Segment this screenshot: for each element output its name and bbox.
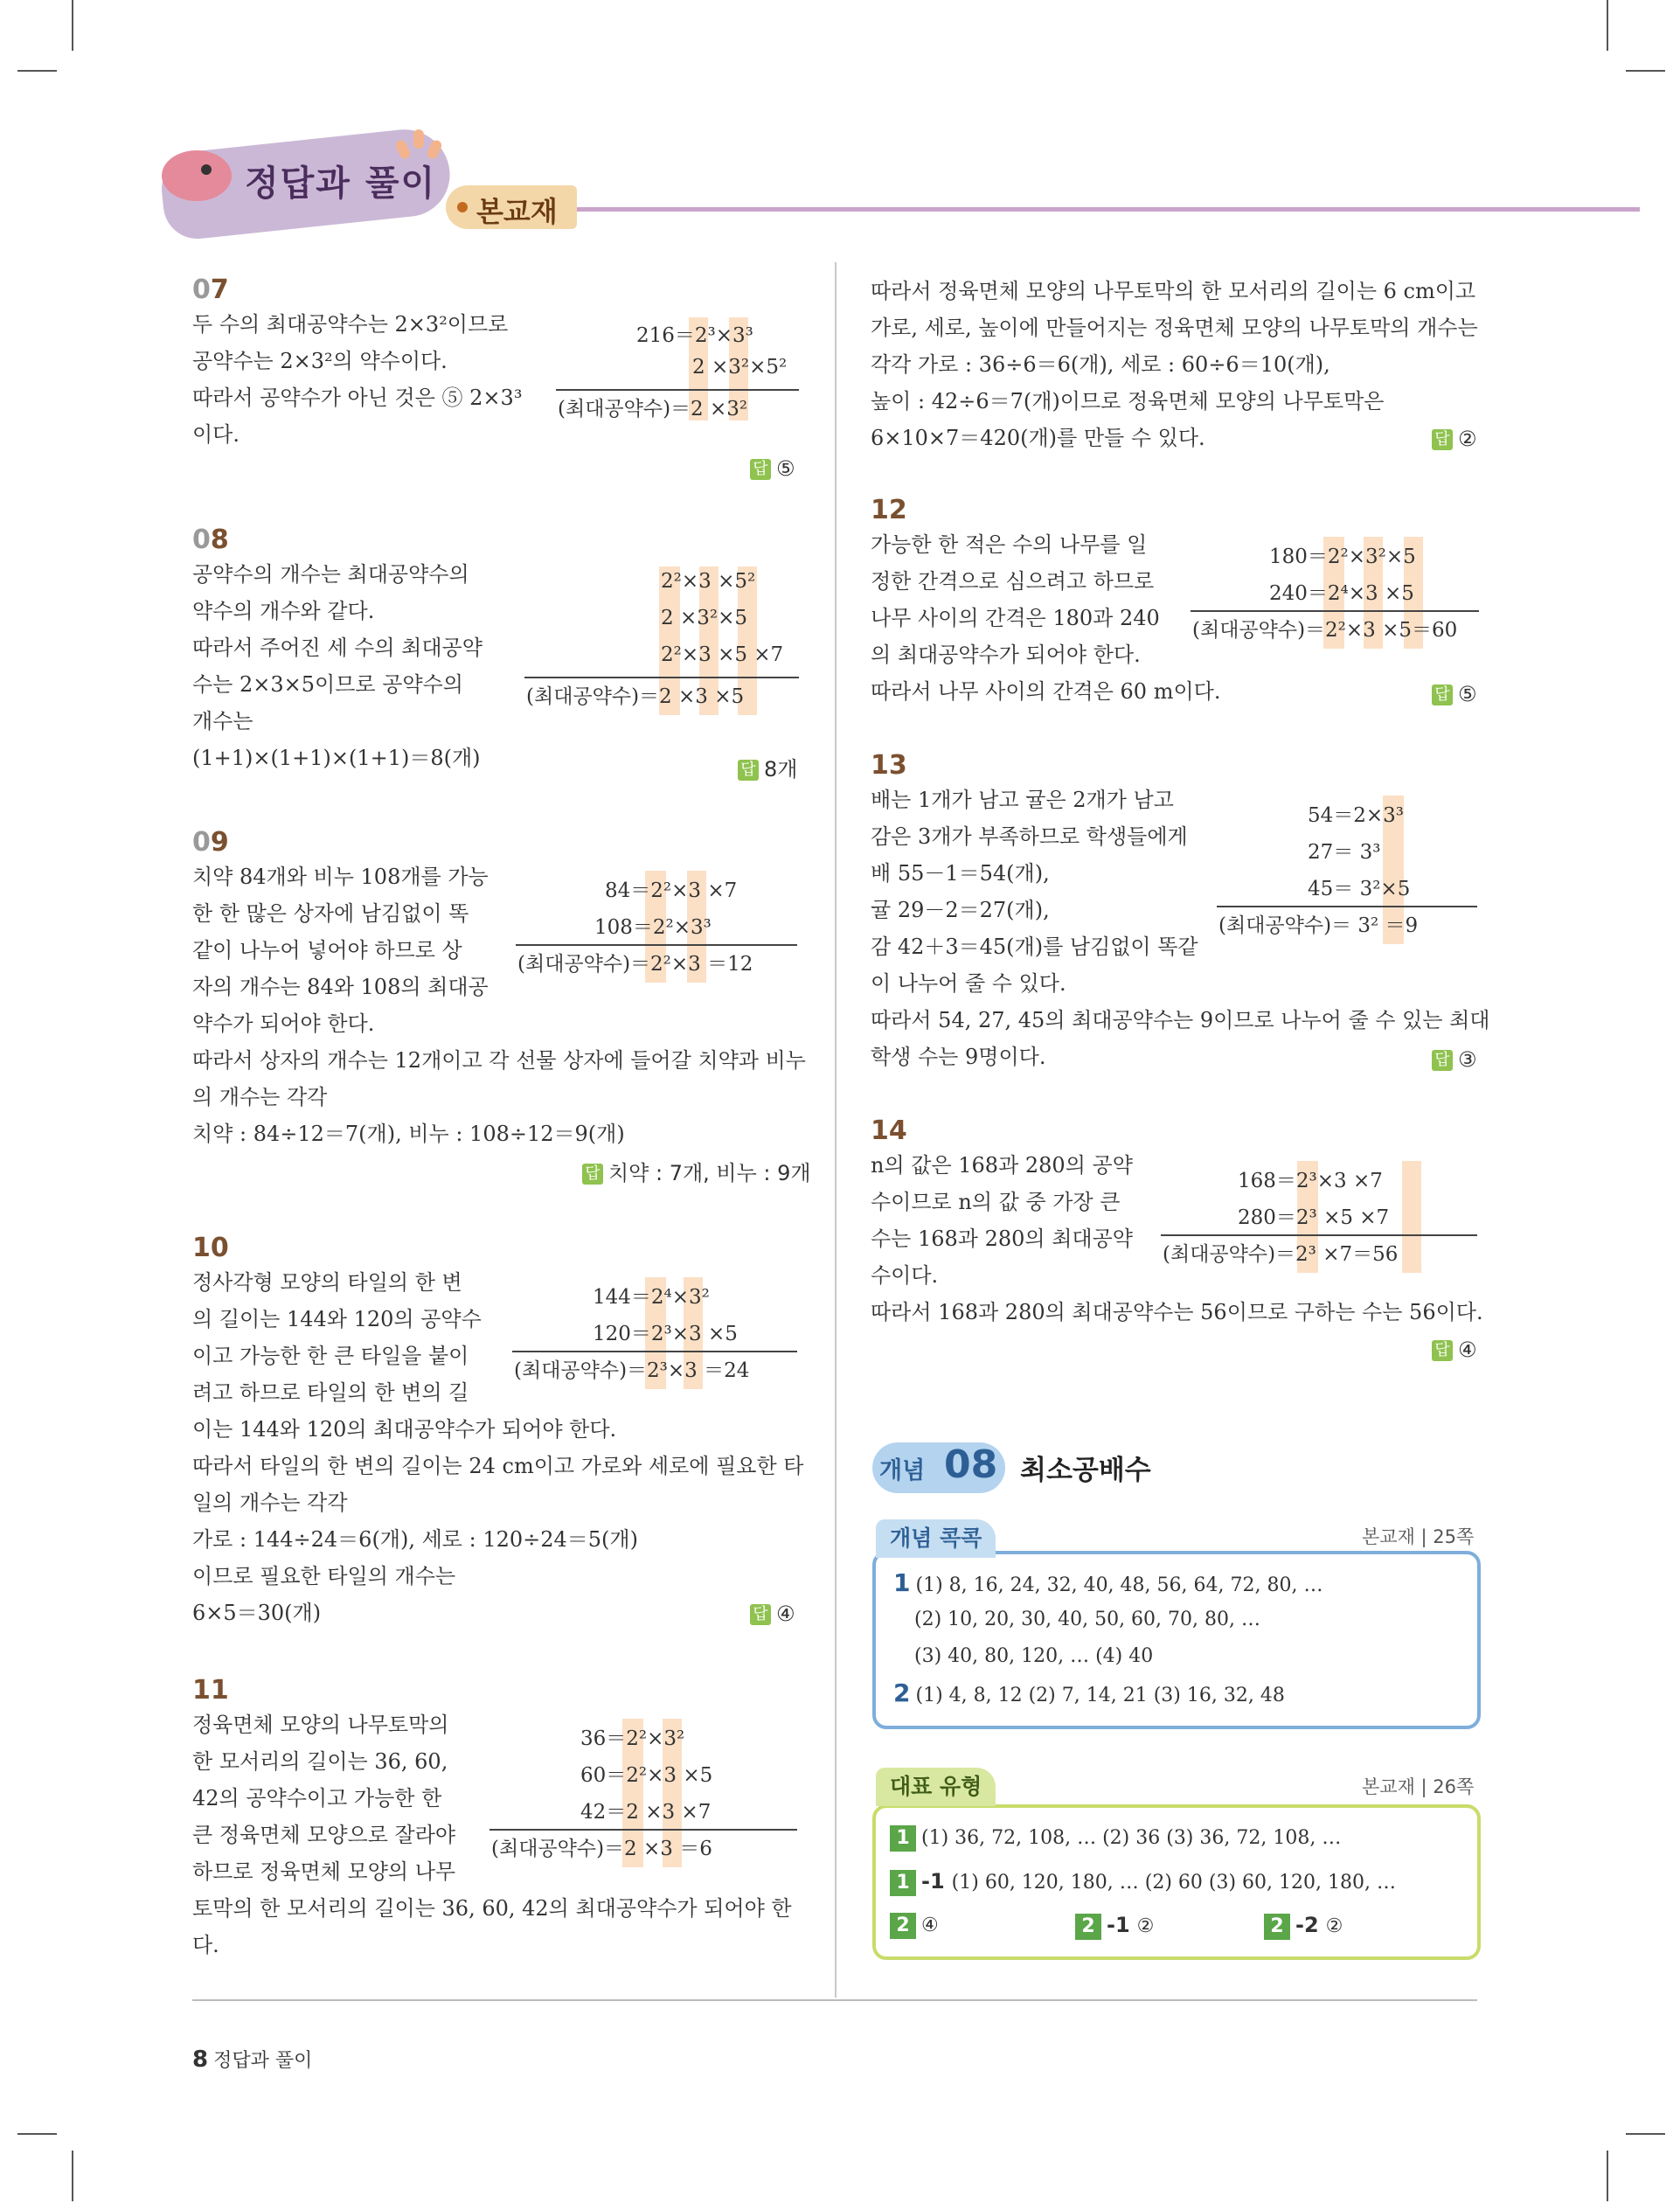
question-11-continued: [871, 273, 1478, 456]
text-line: (1+1)×(1+1)×(1+1)＝8(개): [192, 746, 481, 770]
text-line: 치약 84개와 비누 108개를 가능: [192, 865, 489, 889]
factor-row: (최대공약수)＝2³×3 ＝24: [514, 1359, 750, 1382]
rep-row-3a: [890, 1913, 939, 1939]
text-line: 학생 수는 9명이다.: [871, 1045, 1046, 1069]
text-line: 정사각형 모양의 타일의 한 변: [192, 1270, 462, 1295]
text-line: 이고 가능한 한 큰 타일을 붙이: [192, 1344, 469, 1368]
factor-row: 168＝2³×3 ×7: [1238, 1170, 1383, 1192]
crop-mark: [1607, 2151, 1608, 2201]
factor-row: 84＝2²×3 ×7: [605, 879, 738, 902]
text-line: 감 42＋3＝45(개)를 남김없이 똑같: [871, 935, 1198, 959]
solution-text: [192, 306, 522, 453]
factor-row: 42＝2 ×3 ×7: [580, 1801, 712, 1824]
question-07: [192, 275, 522, 453]
answer-13: [1432, 1047, 1477, 1072]
text-line: 따라서 타일의 한 변의 길이는 24 cm이고 가로와 세로에 필요한 타: [192, 1454, 804, 1478]
text-line: 이는 144와 120의 최대공약수가 되어야 한다.: [192, 1417, 617, 1442]
divider-line: [1191, 610, 1479, 612]
text-line: 이 나누어 줄 수 있다.: [871, 971, 1066, 996]
answer-mark-icon: 답: [1432, 1340, 1453, 1361]
text-line: 정육면체 모양의 나무토막의: [192, 1713, 449, 1737]
text-line: 두 수의 최대공약수는 2×3²이므로: [192, 312, 509, 337]
factor-row: (최대공약수)＝2 ×3 ＝6: [491, 1838, 712, 1860]
crop-mark: [17, 70, 57, 72]
fish-eye-icon: [201, 164, 212, 175]
text-line: 공약수는 2×3²의 약수이다.: [192, 349, 448, 373]
question-number: 10: [192, 1233, 229, 1263]
text-line: 일의 개수는 각각: [192, 1491, 348, 1515]
text-line: 약수가 되어야 한다.: [192, 1011, 375, 1036]
text-line: 하므로 정육면체 모양의 나무: [192, 1859, 456, 1884]
answer-12: [1432, 682, 1477, 706]
answer-mark-icon: 답: [1432, 1050, 1453, 1071]
text-line: 의 최대공약수가 되어야 한다.: [871, 643, 1141, 667]
rep-row-3b: [1075, 1913, 1154, 1940]
rep-row-2: [890, 1869, 1396, 1896]
factor-row: 2 ×3²×5²: [692, 356, 788, 379]
answer-mark-icon: 답: [750, 459, 771, 480]
divider-line: [512, 1351, 797, 1352]
text-line: 높이 : 42÷6＝7(개)이므로 정육면체 모양의 나무토막은: [871, 389, 1385, 413]
fish-mascot-icon: [162, 150, 232, 201]
answer-mark-icon: 답: [1432, 429, 1453, 450]
factor-row: 2 ×3²×5: [661, 607, 747, 629]
item-text: (1) 4, 8, 12 (2) 7, 14, 21 (3) 16, 32, 48: [915, 1685, 1285, 1706]
header-title: 정답과 풀이: [245, 163, 437, 204]
text-line: 따라서 상자의 개수는 12개이고 각 선물 상자에 들어갈 치약과 비누: [192, 1048, 806, 1073]
text-line: 6×10×7＝420(개)를 만들 수 있다.: [871, 426, 1205, 450]
divider-line: [489, 1829, 797, 1831]
item-text: ④: [921, 1915, 939, 1936]
item-text: (3) 40, 80, 120, … (4) 40: [914, 1645, 1154, 1667]
question-number: 09: [192, 827, 229, 858]
divider-line: [1217, 906, 1477, 907]
divider-line: [556, 389, 799, 391]
answer-value: ④: [1458, 1338, 1477, 1362]
answer-14: [1432, 1338, 1477, 1362]
answer-value: ⑤: [776, 456, 795, 481]
crop-mark: [72, 2151, 73, 2201]
factor-row: 144＝2⁴×3²: [593, 1286, 710, 1309]
question-number-zero: 0: [192, 525, 211, 555]
answer-value: ⑤: [1458, 682, 1477, 706]
answer-10: [750, 1602, 795, 1626]
text-line: 같이 나누어 넣어야 하므로 상: [192, 938, 462, 963]
text-line: 려고 하므로 타일의 한 변의 길: [192, 1380, 469, 1405]
type-square-icon: 1: [890, 1825, 916, 1852]
question-12: [871, 495, 1220, 710]
factor-row: 36＝2²×3²: [580, 1727, 685, 1750]
text-line: 수는 168과 280의 최대공약: [871, 1227, 1133, 1251]
factor-row: 280＝2³ ×5 ×7: [1238, 1206, 1390, 1229]
type-square-icon: 1: [890, 1870, 916, 1896]
column-divider: [835, 262, 837, 1998]
text-line: 따라서 나무 사이의 간격은 60 m이다.: [871, 679, 1221, 704]
question-14: [871, 1115, 1483, 1331]
crop-mark: [1626, 2133, 1665, 2135]
text-line: 수이다.: [871, 1263, 939, 1288]
crop-mark: [1626, 70, 1665, 72]
text-line: 토막의 한 모서리의 길이는 36, 60, 42의 최대공약수가 되어야 한: [192, 1896, 792, 1921]
text-line: 6×5＝30(개): [192, 1601, 322, 1625]
text-line: 약수의 개수와 같다.: [192, 599, 375, 623]
item-number: 2: [893, 1678, 911, 1707]
answer-mark-icon: 답: [750, 1604, 771, 1625]
question-number: 12: [871, 495, 907, 525]
answer-value: 치약 : 7개, 비누 : 9개: [608, 1161, 811, 1185]
item-text: ②: [1136, 1915, 1155, 1937]
text-line: 배는 1개가 남고 귤은 2개가 남고: [871, 788, 1174, 812]
factor-row: (최대공약수)＝2³ ×7＝56: [1163, 1243, 1399, 1266]
representative-tag: 대표 유형: [876, 1768, 996, 1806]
check-item: [914, 1645, 1153, 1667]
concept-badge-label: 개념: [879, 1457, 926, 1484]
item-text: (1) 60, 120, 180, … (2) 60 (3) 60, 120, 180, …: [951, 1872, 1396, 1894]
factor-row: (최대공약수)＝2 ×3 ×5: [526, 685, 745, 708]
factor-row: (최대공약수)＝2²×3 ＝12: [517, 953, 753, 976]
question-number: 07: [192, 275, 229, 305]
text-line: 정한 간격으로 심으려고 하므로: [871, 569, 1155, 594]
text-line: 배 55－1＝54(개),: [871, 861, 1050, 886]
type-square-icon: 2: [890, 1913, 916, 1939]
answer-08: [738, 752, 797, 782]
text-line: 공약수의 개수는 최대공약수의: [192, 562, 469, 587]
answer-mark-icon: 답: [1432, 685, 1453, 705]
question-number: 11: [192, 1675, 229, 1706]
highlight: [1402, 1161, 1421, 1273]
factor-row: 108＝2²×3³: [594, 916, 712, 939]
answer-07: [750, 456, 795, 481]
check-item: [914, 1609, 1260, 1630]
bottom-rule: [192, 1999, 1477, 2001]
factor-row: 216＝2³×3³: [636, 324, 753, 347]
factor-row: (최대공약수)＝2 ×3²: [558, 398, 748, 420]
type-suffix: -2: [1295, 1913, 1319, 1937]
check-item: [893, 1678, 1285, 1707]
factor-row: 180＝2²×3²×5: [1269, 546, 1416, 568]
question-number: 14: [871, 1115, 907, 1146]
factor-row: 120＝2³×3 ×5: [593, 1323, 738, 1345]
text-line: 수이므로 n의 값 중 가장 큰: [871, 1190, 1121, 1214]
answer-value: ②: [1458, 427, 1477, 451]
factor-row: 2²×3 ×5 ×7: [661, 643, 784, 666]
answer-mark-icon: 답: [738, 760, 759, 781]
question-10: [192, 1233, 803, 1631]
question-number: 13: [871, 750, 907, 781]
type-square-icon: 2: [1075, 1914, 1101, 1940]
text-line: 이므로 필요한 타일의 개수는: [192, 1564, 456, 1588]
check-item: [893, 1568, 1322, 1597]
text-line: 수는 2×3×5이므로 공약수의: [192, 672, 463, 697]
question-number: 08: [192, 525, 229, 555]
answer-value: 8개: [764, 757, 798, 782]
text-line: 한 한 많은 상자에 남김없이 똑: [192, 901, 469, 926]
answer-11: [1432, 427, 1477, 451]
factor-row: (최대공약수)＝ 3² ＝9: [1218, 914, 1419, 937]
text-line: 나무 사이의 간격은 180과 240: [871, 606, 1160, 630]
answer-value: ③: [1458, 1047, 1477, 1072]
footer-label: 정답과 풀이: [213, 2050, 313, 2072]
text-line: n의 값은 168과 280의 공약: [871, 1153, 1133, 1178]
text-line: 개수는: [192, 709, 253, 733]
text-line: 가로 : 144÷24＝6(개), 세로 : 120÷24＝5(개): [192, 1527, 638, 1552]
divider-line: [1161, 1234, 1477, 1236]
concept-title: 최소공배수: [1020, 1455, 1151, 1486]
text-line: 따라서 168과 280의 최대공약수는 56이므로 구하는 수는 56이다.: [871, 1300, 1483, 1324]
rep-row-3c: [1264, 1913, 1343, 1940]
tab-dot-icon: [457, 202, 468, 212]
item-text: (1) 8, 16, 24, 32, 40, 48, 56, 64, 72, 80, …: [915, 1574, 1323, 1596]
divider-line: [524, 677, 799, 678]
text-line: 따라서 54, 27, 45의 최대공약수는 9이므로 나누어 줄 수 있는 최대: [871, 1008, 1490, 1032]
text-line: 가능한 한 적은 수의 나무를 일: [871, 532, 1148, 557]
text-line: 감은 3개가 부족하므로 학생들에게: [871, 824, 1188, 849]
text-line: 한 모서리의 길이는 36, 60,: [192, 1749, 448, 1774]
text-line: 다.: [192, 1933, 219, 1957]
text-line: 따라서 주어진 세 수의 최대공약: [192, 636, 482, 660]
solution-text: [871, 526, 1220, 710]
answer-mark-icon: 답: [582, 1164, 603, 1185]
header-rule: [559, 207, 1640, 212]
text-line: 따라서 공약수가 아닌 것은 ⑤ 2×3³: [192, 386, 523, 410]
item-text: (2) 10, 20, 30, 40, 50, 60, 70, 80, …: [914, 1609, 1260, 1630]
text-line: 따라서 정육면체 모양의 나무토막의 한 모서리의 길이는 6 cm이고: [871, 279, 1476, 303]
type-suffix: -1: [1107, 1913, 1130, 1937]
solution-text: [192, 556, 482, 776]
item-text: ②: [1325, 1915, 1343, 1937]
item-number: 1: [893, 1568, 911, 1597]
crop-mark: [1607, 0, 1608, 51]
text-line: 의 길이는 144와 120의 공약수: [192, 1307, 482, 1331]
type-square-icon: 2: [1264, 1914, 1290, 1940]
crop-mark: [72, 0, 73, 51]
type-suffix: -1: [921, 1869, 945, 1894]
concept-check-ref: 본교재 | 25쪽: [1362, 1526, 1475, 1547]
question-number-zero: 0: [192, 275, 211, 305]
solution-text: [871, 273, 1478, 456]
item-text: (1) 36, 72, 108, … (2) 36 (3) 36, 72, 108, …: [921, 1827, 1342, 1849]
text-line: 자의 개수는 84와 108의 최대공: [192, 975, 489, 999]
crop-mark: [17, 2133, 57, 2135]
text-line: 치약 : 84÷12＝7(개), 비누 : 108÷12＝9(개): [192, 1122, 625, 1146]
factor-row: 27＝ 3³: [1308, 841, 1381, 864]
representative-ref: 본교재 | 26쪽: [1362, 1776, 1475, 1797]
factor-row: (최대공약수)＝2²×3 ×5＝60: [1192, 619, 1458, 642]
factor-row: 60＝2²×3 ×5: [580, 1764, 713, 1787]
answer-value: ④: [776, 1602, 795, 1626]
factor-row: 2²×3 ×5²: [661, 570, 756, 593]
divider-line: [516, 944, 797, 946]
text-line: 42의 공약수이고 가능한 한: [192, 1786, 442, 1810]
factor-row: 45＝ 3²×5: [1308, 878, 1411, 900]
text-line: 각각 가로 : 36÷6＝6(개), 세로 : 60÷6＝10(개),: [871, 352, 1330, 377]
header-tab-label: 본교재: [476, 195, 558, 228]
factor-row: 240＝2⁴×3 ×5: [1269, 582, 1414, 605]
concept-number: 08: [944, 1442, 998, 1487]
text-line: 이다.: [192, 422, 240, 447]
text-line: 큰 정육면체 모양으로 잘라야: [192, 1823, 456, 1847]
text-line: 가로, 세로, 높이에 만들어지는 정육면체 모양의 나무토막의 개수는: [871, 316, 1478, 340]
rep-row-1: [890, 1825, 1341, 1852]
page-footer: [192, 2046, 312, 2073]
factor-row: 54＝2×3³: [1308, 804, 1405, 827]
page-number: 8: [192, 2047, 209, 2073]
question-08: [192, 525, 482, 776]
question-number-zero: 0: [192, 827, 211, 858]
text-line: 귤 29－2＝27(개),: [871, 898, 1050, 922]
text-line: 의 개수는 각각: [192, 1085, 328, 1109]
answer-09: [582, 1156, 811, 1186]
concept-check-tag: 개념 콕콕: [876, 1519, 996, 1558]
